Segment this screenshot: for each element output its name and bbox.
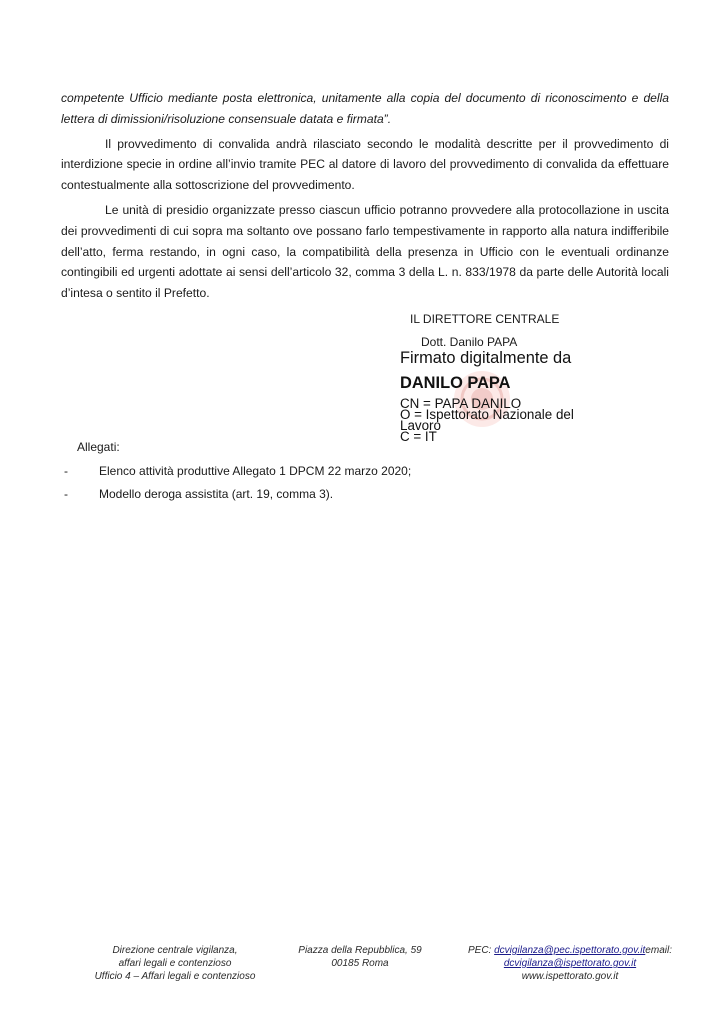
footer-city: 00185 Roma (331, 958, 389, 969)
stamp-org: O = Ispettorato Nazionale del (400, 407, 574, 422)
attachment-label: Modello deroga assistita (art. 19, comma 3). (99, 487, 334, 501)
signatory-title: IL DIRETTORE CENTRALE (410, 312, 560, 326)
list-bullet: - (64, 464, 68, 478)
footer-street: Piazza della Repubblica, 59 (298, 945, 422, 956)
stamp-country: C = IT (400, 429, 437, 444)
footer-office-line: Ufficio 4 – Affari legali e contenzioso (94, 971, 256, 982)
stamp-cn: CN = PAPA DANILO (400, 396, 522, 411)
footer-website[interactable]: www.ispettorato.gov.it (521, 971, 619, 982)
paragraph-quote-end: competente Ufficio mediante posta elettronica, unitamente alla copia del documento di riconoscimento e della lettera di dimissioni/risoluzione consensuale datata e firmata”. (61, 91, 669, 126)
stamp-org-cont: Lavoro (400, 418, 441, 433)
footer-office-line: Direzione centrale vigilanza, (112, 945, 238, 956)
signatory-name: Dott. Danilo PAPA (421, 335, 518, 349)
footer-address (280, 944, 440, 970)
footer-contacts (440, 944, 700, 983)
email-label: email: (645, 945, 672, 956)
list-bullet: - (64, 487, 68, 501)
footer-office-line: affari legali e contenzioso (118, 958, 232, 969)
footer-office (70, 944, 280, 983)
footer-pec-line (440, 944, 700, 957)
body-text (61, 88, 669, 308)
pec-label: PEC: (468, 945, 495, 956)
stamp-signer: DANILO PAPA (400, 374, 511, 392)
email-link[interactable]: dcvigilanza@ispettorato.gov.it (503, 958, 637, 969)
paragraph-presidio: Le unità di presidio organizzate presso ciascun ufficio potranno provvedere alla protocollazione in uscita dei provvedimenti di cui sopra ma soltanto ove possano farlo tempestivamente in rapporto alla natura indifferibile dell’atto, ferma restando, in ogni caso, la compatibilità della presenza in Ufficio con le eventuali ordinanze contingibili ed urgenti adottate ai sensi dell’articolo 32, comma 3 della L. n. 833/1978 da parte delle Autorità locali d’intesa o sentito il Prefetto. (61, 202, 669, 301)
digital-signature-stamp (398, 349, 638, 457)
attachments-title: Allegati: (77, 440, 120, 454)
stamp-header: Firmato digitalmente da (400, 349, 572, 367)
attachment-label: Elenco attività produttive Allegato 1 DPCM 22 marzo 2020; (99, 464, 412, 478)
paragraph-convalida: Il provvedimento di convalida andrà rilasciato secondo le modalità descritte per il provvedimento di interdizione specie in ordine all’invio tramite PEC al datore di lavoro del provvedimento di convalida da effettuare contestualmente alla sottoscrizione del provvedimento. (61, 136, 669, 193)
footer-email-line (440, 957, 700, 970)
pec-email-link[interactable]: dcvigilanza@pec.ispettorato.gov.it (494, 945, 646, 956)
